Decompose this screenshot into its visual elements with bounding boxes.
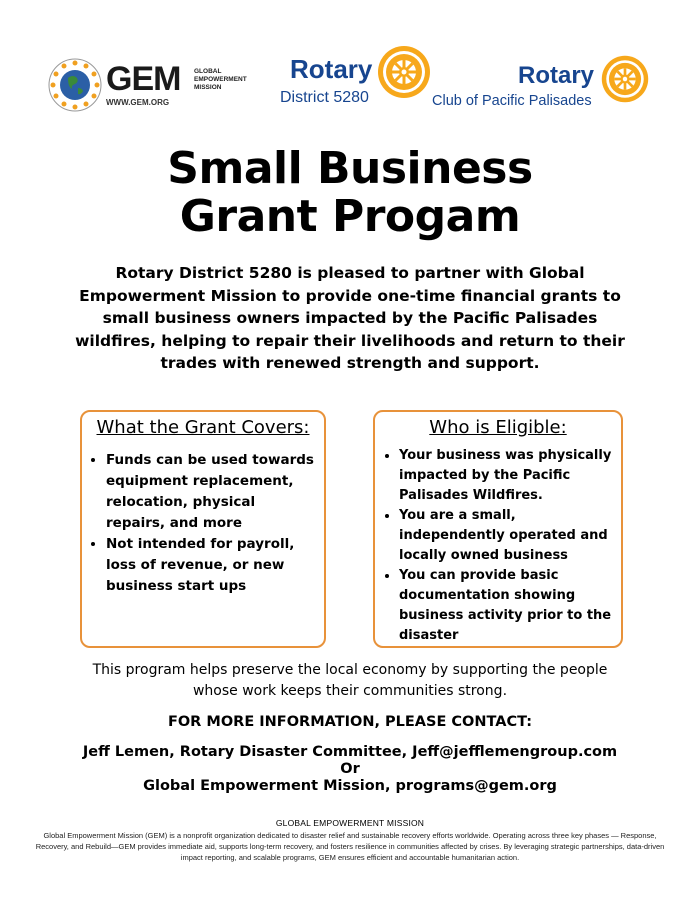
contact-details (0, 744, 700, 795)
eligibility-heading: Who is Eligible: (429, 417, 567, 438)
list-item: • Not intended for payroll, loss of revenue, or new business start ups (106, 534, 316, 597)
rotary-wheel-icon (376, 44, 432, 100)
contact-heading: FOR MORE INFORMATION, PLEASE CONTACT: (167, 714, 533, 730)
rotary-club-subtitle: Club of Pacific Palisades (432, 93, 592, 109)
grant-covers-heading: What the Grant Covers: (96, 417, 310, 438)
rotary-wheel-icon (600, 54, 650, 104)
eligibility-list (375, 446, 621, 646)
list-item: • Funds can be used towards equipment replacement, relocation, physical repairs, and more (106, 450, 316, 534)
logo-bar (0, 42, 700, 112)
gem-url: WWW.GEM.ORG (106, 98, 170, 107)
footer-title: GLOBAL EMPOWERMENT MISSION (275, 818, 425, 828)
rotary-club-logo (432, 54, 662, 114)
contact-line-2[interactable]: Global Empowerment Mission, programs@gem.org (143, 778, 557, 794)
contact-line-1[interactable]: Jeff Lemen, Rotary Disaster Committee, Jeff@jefflemengroup.com (82, 744, 618, 760)
grant-covers-list (82, 450, 324, 597)
intro-paragraph: Rotary District 5280 is pleased to partner with Global Empowerment Mission to provide one-time financial grants to small business owners impacted by the Pacific Palisades wildfires, helping to repair their livelihoods and return to their trades with renewed strength and support. (75, 264, 625, 372)
footer-text: Global Empowerment Mission (GEM) is a nonprofit organization dedicated to disaster relief and sustainable recovery efforts worldwide. Operating across three key phases — Response, Recovery, and Rebuild—GEM provides immediate aid, supports long-term recovery, and fosters resilience in communities affected by crises. By leveraging strategic partnerships, data-driven impact reporting, and scalable programs, GEM ensures efficient and accountable humanitarian action. (35, 831, 665, 862)
closing-paragraph: This program helps preserve the local economy by supporting the people whose work keeps their communities strong. (92, 662, 608, 699)
rotary-district-subtitle: District 5280 (280, 89, 369, 106)
globe-icon (48, 58, 102, 112)
contact-or: Or (340, 761, 360, 777)
grant-covers-box (80, 410, 326, 648)
gem-wordmark: GEM (106, 60, 181, 98)
rotary-district-logo (280, 42, 440, 112)
list-item: • You are a small, independently operated and locally owned business (399, 506, 613, 566)
rotary-wordmark: Rotary (518, 62, 595, 89)
gem-logo (48, 58, 258, 118)
eligibility-box (373, 410, 623, 648)
page-title: Small Business Grant Progam (167, 143, 533, 242)
gem-tagline: GLOBAL EMPOWERMENT MISSION (194, 68, 247, 91)
rotary-wordmark: Rotary (290, 54, 373, 84)
list-item: • Your business was physically impacted by the Pacific Palisades Wildfires. (399, 446, 613, 506)
list-item: • You can provide basic documentation showing business activity prior to the disaster (399, 566, 613, 646)
